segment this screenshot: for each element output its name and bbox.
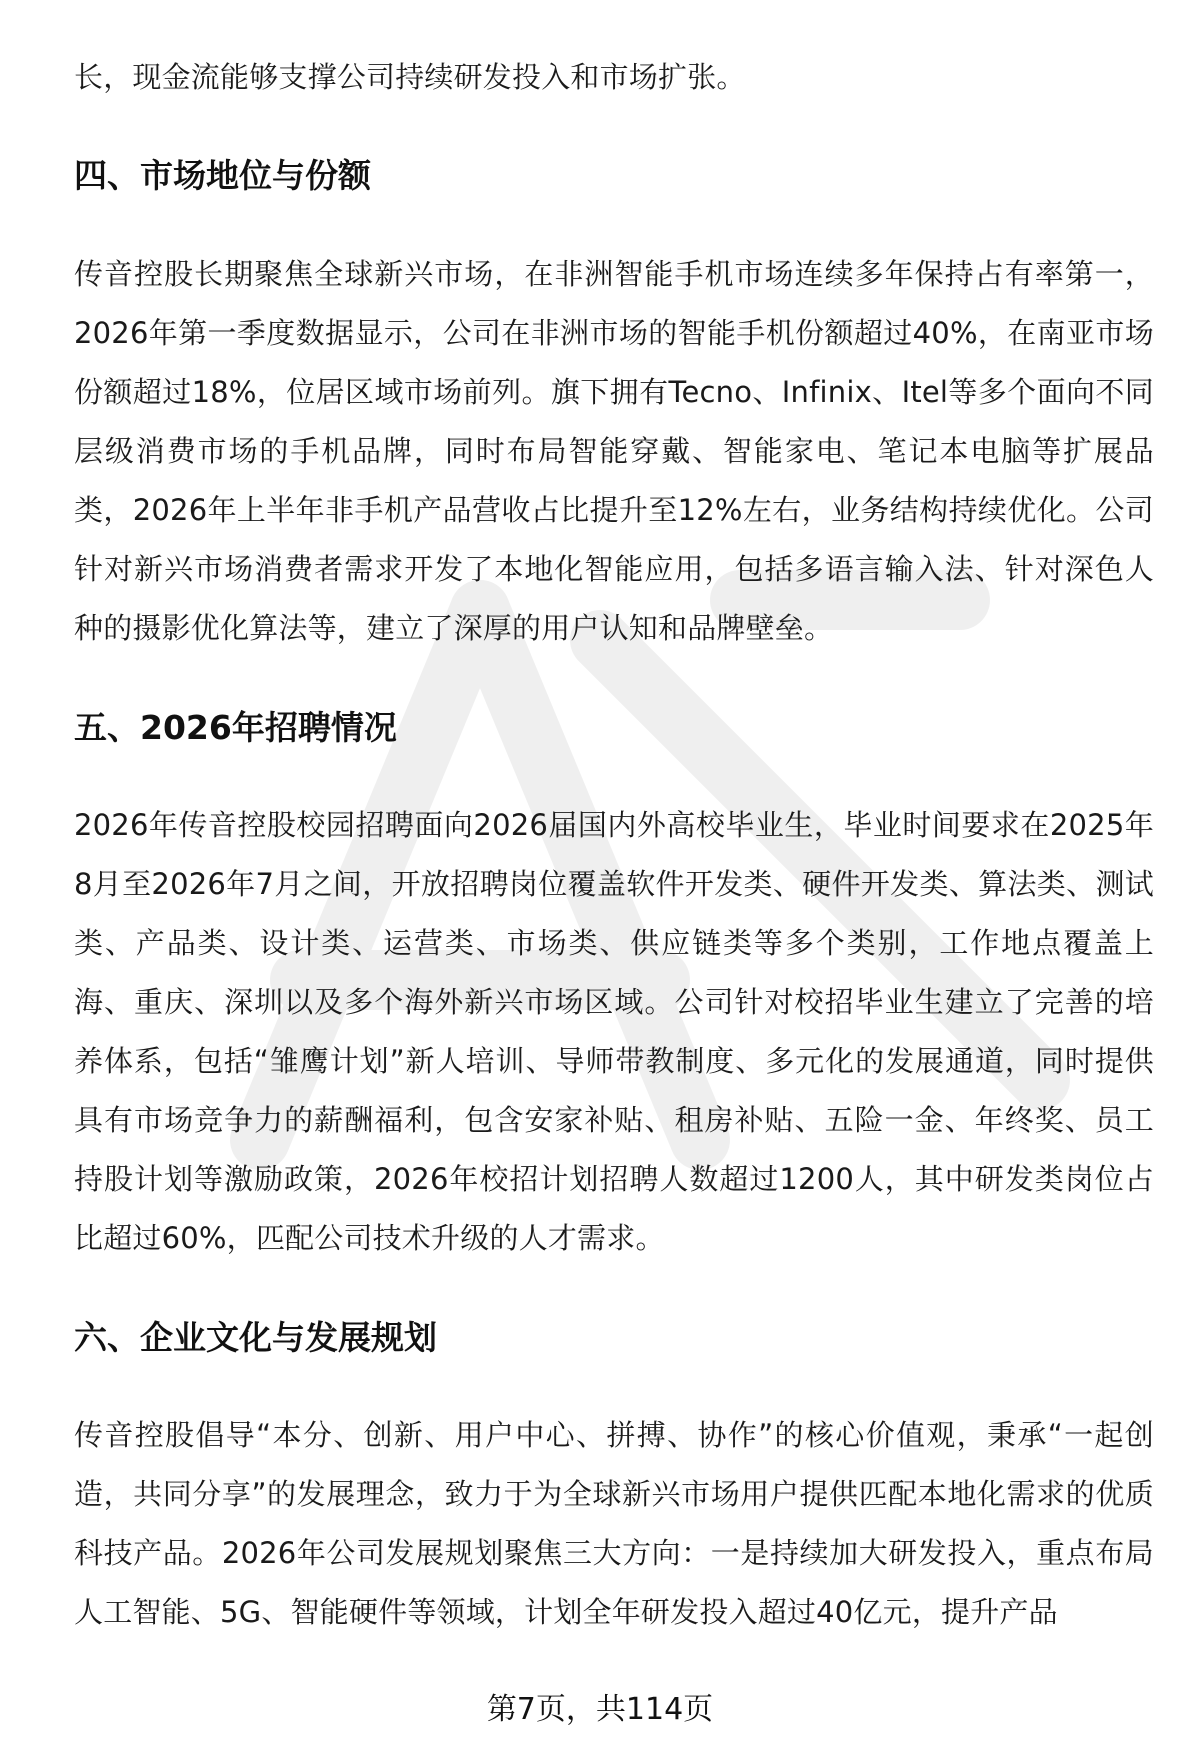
page-number-footer: 第7页，共114页 xyxy=(486,1692,714,1727)
section-heading-market-position: 四、市场地位与份额 xyxy=(74,156,371,195)
paragraph-culture-planning: 传音控股倡导“本分、创新、用户中心、拼搏、协作”的核心价值观，秉承“一起创造，共同分享”的发展理念，致力于为全球新兴市场用户提供匹配本地化需求的优质科技产品。2026年公司发展规划聚焦三大方向：一是持续加大研发投入，重点布局人工智能、5G、智能硬件等领域，计划全年研发投入超过40亿元，提升产品 xyxy=(74,1418,1154,1629)
paragraph-intro-tail: 长，现金流能够支撑公司持续研发投入和市场扩张。 xyxy=(74,60,746,94)
section-heading-recruitment: 五、2026年招聘情况 xyxy=(74,708,397,747)
paragraph-recruitment: 2026年传音控股校园招聘面向2026届国内外高校毕业生，毕业时间要求在2025年8月至2026年7月之间，开放招聘岗位覆盖软件开发类、硬件开发类、算法类、测试类、产品类、设计类、运营类、市场类、供应链类等多个类别，工作地点覆盖上海、重庆、深圳以及多个海外新兴市场区域。公司针对校招毕业生建立了完善的培养体系，包括“雏鹰计划”新人培训、导师带教制度、多元化的发展通道，同时提供具有市场竞争力的薪酬福利，包含安家补贴、租房补贴、五险一金、年终奖、员工持股计划等激励政策，2026年校招计划招聘人数超过1200人，其中研发类岗位占比超过60%，匹配公司技术升级的人才需求。 xyxy=(74,808,1154,1255)
section-heading-culture-planning: 六、企业文化与发展规划 xyxy=(74,1318,437,1357)
document-body xyxy=(74,48,1154,1642)
paragraph-market-position: 传音控股长期聚焦全球新兴市场，在非洲智能手机市场连续多年保持占有率第一，2026年第一季度数据显示，公司在非洲市场的智能手机份额超过40%，在南亚市场份额超过18%，位居区域市场前列。旗下拥有Tecno、Infinix、Itel等多个面向不同层级消费市场的手机品牌，同时布局智能穿戴、智能家电、笔记本电脑等扩展品类，2026年上半年非手机产品营收占比提升至12%左右，业务结构持续优化。公司针对新兴市场消费者需求开发了本地化智能应用，包括多语言输入法、针对深色人种的摄影优化算法等，建立了深厚的用户认知和品牌壁垒。 xyxy=(74,257,1154,645)
